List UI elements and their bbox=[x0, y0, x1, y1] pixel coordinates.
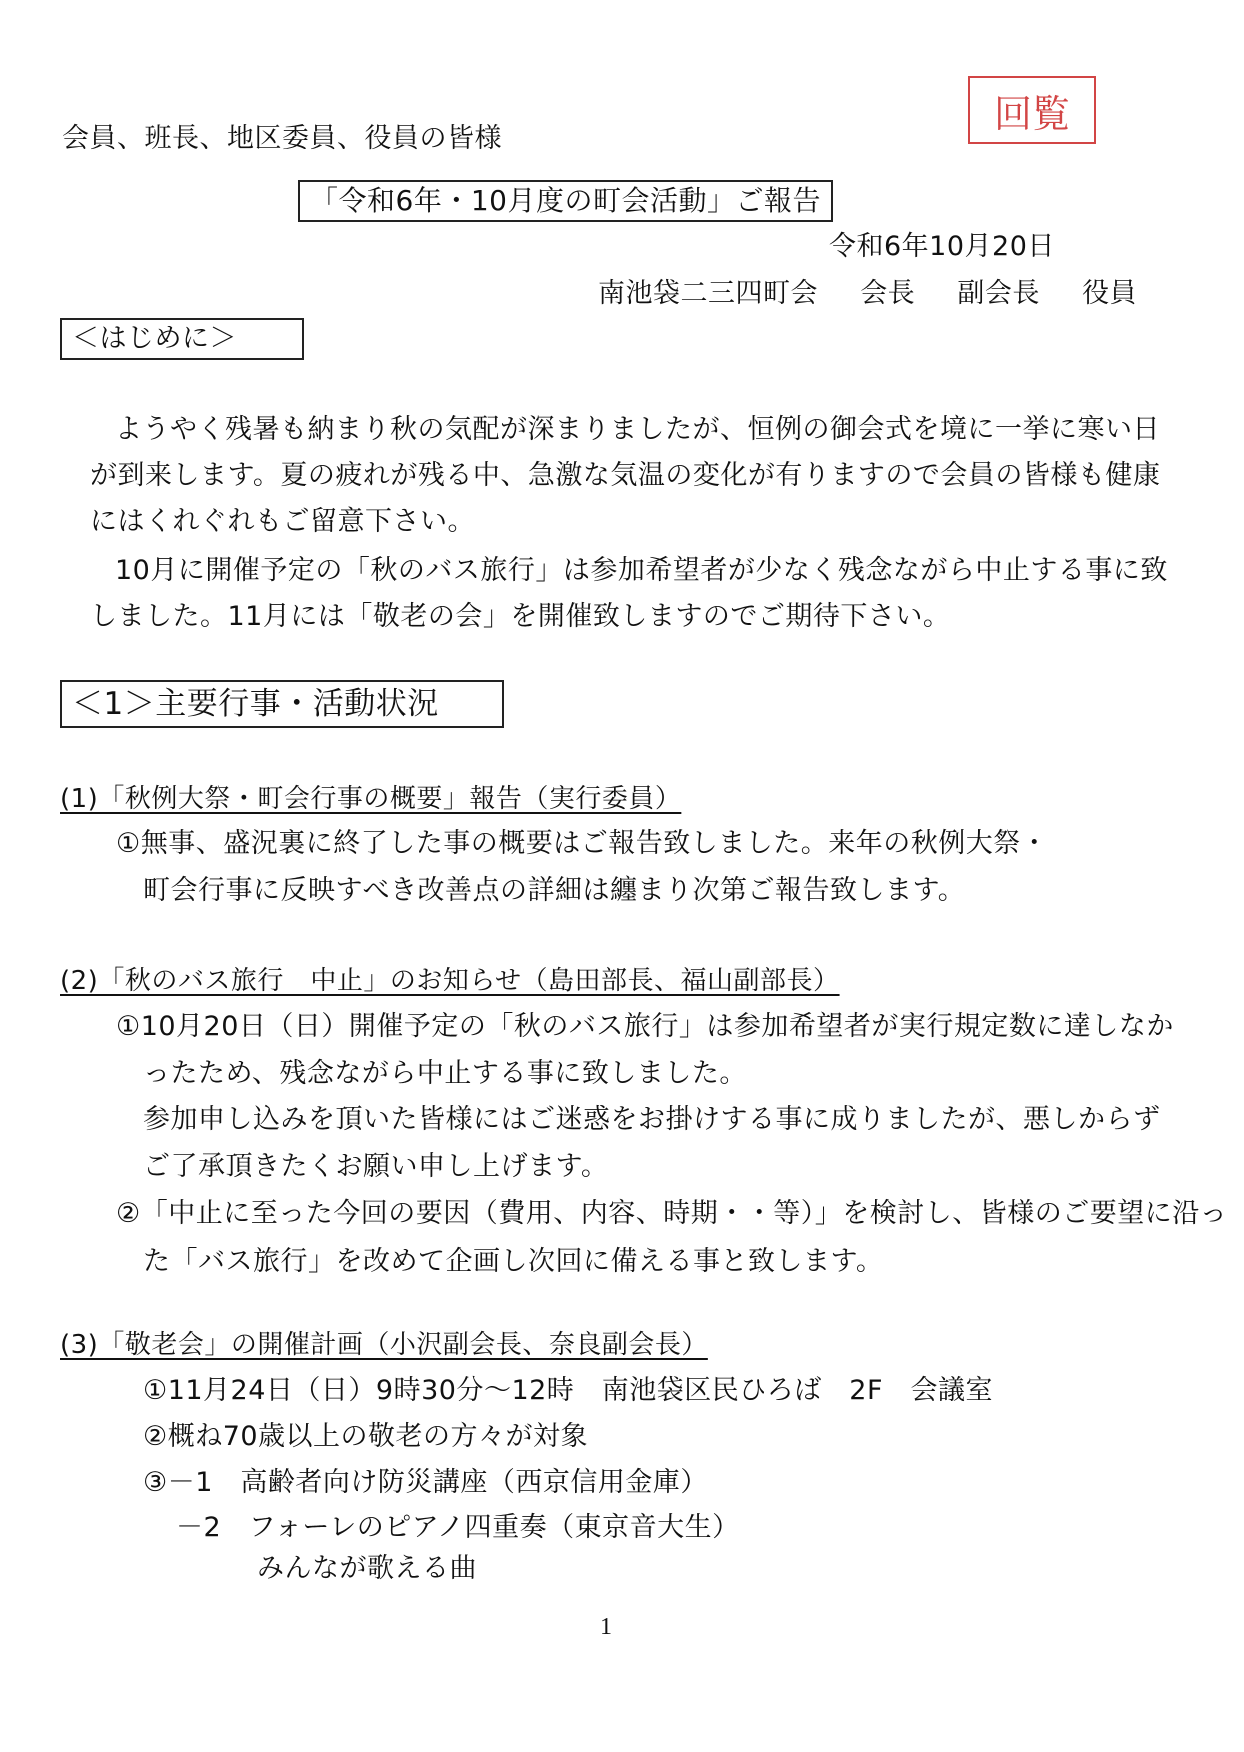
sender-role-vice-chair: 副会長 bbox=[957, 278, 1040, 309]
item-2-title: (2)「秋のバス旅行 中止」のお知らせ（島田部長、福山副部長） bbox=[60, 966, 840, 996]
intro-line-1: ようやく残暑も納まり秋の気配が深まりましたが、恒例の御会式を境に一挙に寒い日 bbox=[115, 414, 1160, 445]
item-1-line-1: ①無事、盛況裏に終了した事の概要はご報告致しました。来年の秋例大祭・ bbox=[116, 828, 1049, 859]
document-date: 令和6年10月20日 bbox=[829, 231, 1055, 262]
item-2-line-3: 参加申し込みを頂いた皆様にはご迷惑をお掛けする事に成りましたが、悪しからず bbox=[143, 1104, 1161, 1135]
intro-line-2: が到来します。夏の疲れが残る中、急激な気温の変化が有りますので会員の皆様も健康 bbox=[90, 460, 1161, 491]
document-title: 「令和6年・10月度の町会活動」ご報告 bbox=[298, 180, 833, 222]
item-3-line-2: ②概ね70歳以上の敬老の方々が対象 bbox=[143, 1421, 589, 1452]
circulation-stamp bbox=[968, 76, 1096, 144]
item-2-line-1: ①10月20日（日）開催予定の「秋のバス旅行」は参加希望者が実行規定数に達しなか bbox=[116, 1011, 1174, 1042]
intro-line-4: 10月に開催予定の「秋のバス旅行」は参加希望者が少なく残念ながら中止する事に致 bbox=[115, 555, 1168, 586]
item-2-line-5: ②「中止に至った今回の要因（費用、内容、時期・・等）」を検討し、皆様のご要望に沿っ bbox=[116, 1198, 1228, 1229]
section-1-heading: ＜1＞主要行事・活動状況 bbox=[60, 680, 504, 728]
item-3-line-1: ①11月24日（日）9時30分～12時 南池袋区民ひろば 2F 会議室 bbox=[143, 1375, 994, 1406]
item-1-line-2: 町会行事に反映すべき改善点の詳細は纏まり次第ご報告致します。 bbox=[143, 875, 966, 906]
sender-role-officers: 役員 bbox=[1082, 278, 1138, 309]
item-1-title: (1)「秋例大祭・町会行事の概要」報告（実行委員） bbox=[60, 784, 682, 814]
item-2-line-4: ご了承頂きたくお願い申し上げます。 bbox=[143, 1151, 609, 1182]
item-2-line-2: ったため、残念ながら中止する事に致しました。 bbox=[143, 1058, 747, 1089]
page-number: 1 bbox=[600, 1614, 612, 1640]
item-3-line-3: ③－1 高齢者向け防災講座（西京信用金庫） bbox=[143, 1467, 708, 1498]
intro-line-3: にはくれぐれもご留意下さい。 bbox=[90, 506, 475, 537]
sender-line bbox=[598, 277, 1137, 311]
intro-heading: ＜はじめに＞ bbox=[60, 318, 304, 360]
sender-role-chair: 会長 bbox=[860, 278, 916, 309]
intro-line-5: しました。11月には「敬老の会」を開催致しますのでご期待下さい。 bbox=[90, 601, 951, 632]
item-3-title: (3)「敬老会」の開催計画（小沢副会長、奈良副会長） bbox=[60, 1330, 708, 1360]
item-3-line-5: みんなが歌える曲 bbox=[257, 1553, 477, 1584]
item-2-line-6: た「バス旅行」を改めて企画し次回に備える事と致します。 bbox=[143, 1246, 884, 1277]
item-3-line-4: －2 フォーレのピアノ四重奏（東京音大生） bbox=[176, 1512, 740, 1543]
sender-org: 南池袋二三四町会 bbox=[598, 278, 818, 309]
addressee: 会員、班長、地区委員、役員の皆様 bbox=[62, 123, 502, 154]
stamp-text: 回覧 bbox=[993, 91, 1070, 136]
